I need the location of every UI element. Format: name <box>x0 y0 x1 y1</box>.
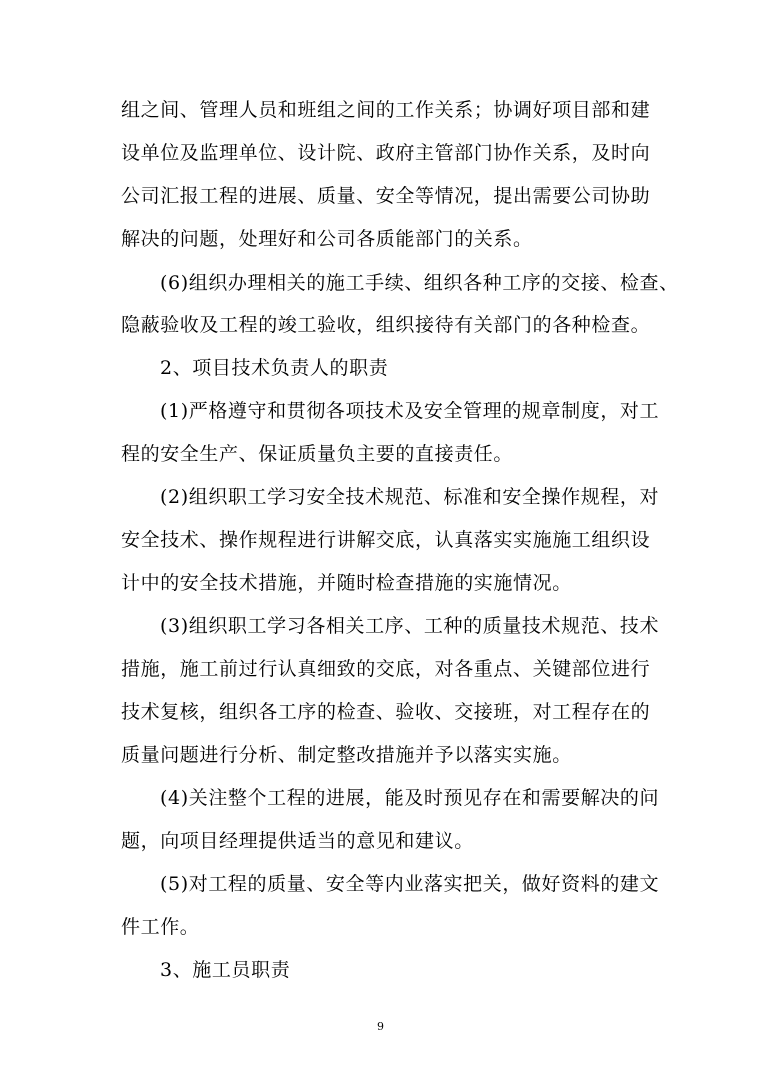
text-line-6: 隐蔽验收及工程的竣工验收，组织接待有关部门的各种检查。 <box>121 314 651 336</box>
text-line-2: 设单位及监理单位、设计院、政府主管部门协作关系，及时向 <box>121 142 651 164</box>
text-line-20: 件工作。 <box>121 916 200 938</box>
text-line-13: (3)组织职工学习各相关工序、工种的质量技术规范、技术 <box>160 615 660 637</box>
text-line-8: (1)严格遵守和贯彻各项技术及安全管理的规章制度，对工 <box>160 400 660 422</box>
text-line-16: 质量问题进行分析、制定整改措施并予以落实实施。 <box>121 744 572 766</box>
text-line-9: 程的安全生产、保证质量负主要的直接责任。 <box>121 443 514 465</box>
text-line-4: 解决的问题，处理好和公司各质能部门的关系。 <box>121 228 533 250</box>
text-line-5: (6)组织办理相关的施工手续、组织各种工序的交接、检查、 <box>160 272 679 294</box>
section-heading-3: 3、施工员职责 <box>160 959 291 981</box>
text-line-14: 措施，施工前过行认真细致的交底，对各重点、关键部位进行 <box>121 658 651 680</box>
text-line-1: 组之间、管理人员和班组之间的工作关系；协调好项目部和建 <box>121 99 651 121</box>
text-line-18: 题，向项目经理提供适当的意见和建议。 <box>121 830 474 852</box>
text-line-3: 公司汇报工程的进展、质量、安全等情况，提出需要公司协助 <box>121 185 651 207</box>
text-line-10: (2)组织职工学习安全技术规范、标准和安全操作规程，对 <box>160 486 660 508</box>
section-heading-2: 2、项目技术负责人的职责 <box>160 357 389 379</box>
text-line-11: 安全技术、操作规程进行讲解交底，认真落实实施施工组织设 <box>121 529 651 551</box>
text-line-17: (4)关注整个工程的进展，能及时预见存在和需要解决的问 <box>160 787 660 809</box>
text-line-15: 技术复核，组织各工序的检查、验收、交接班，对工程存在的 <box>121 701 651 723</box>
page-number: 9 <box>377 1020 384 1033</box>
text-line-12: 计中的安全技术措施，并随时检查措施的实施情况。 <box>121 572 572 594</box>
text-line-19: (5)对工程的质量、安全等内业落实把关，做好资料的建文 <box>160 873 660 895</box>
